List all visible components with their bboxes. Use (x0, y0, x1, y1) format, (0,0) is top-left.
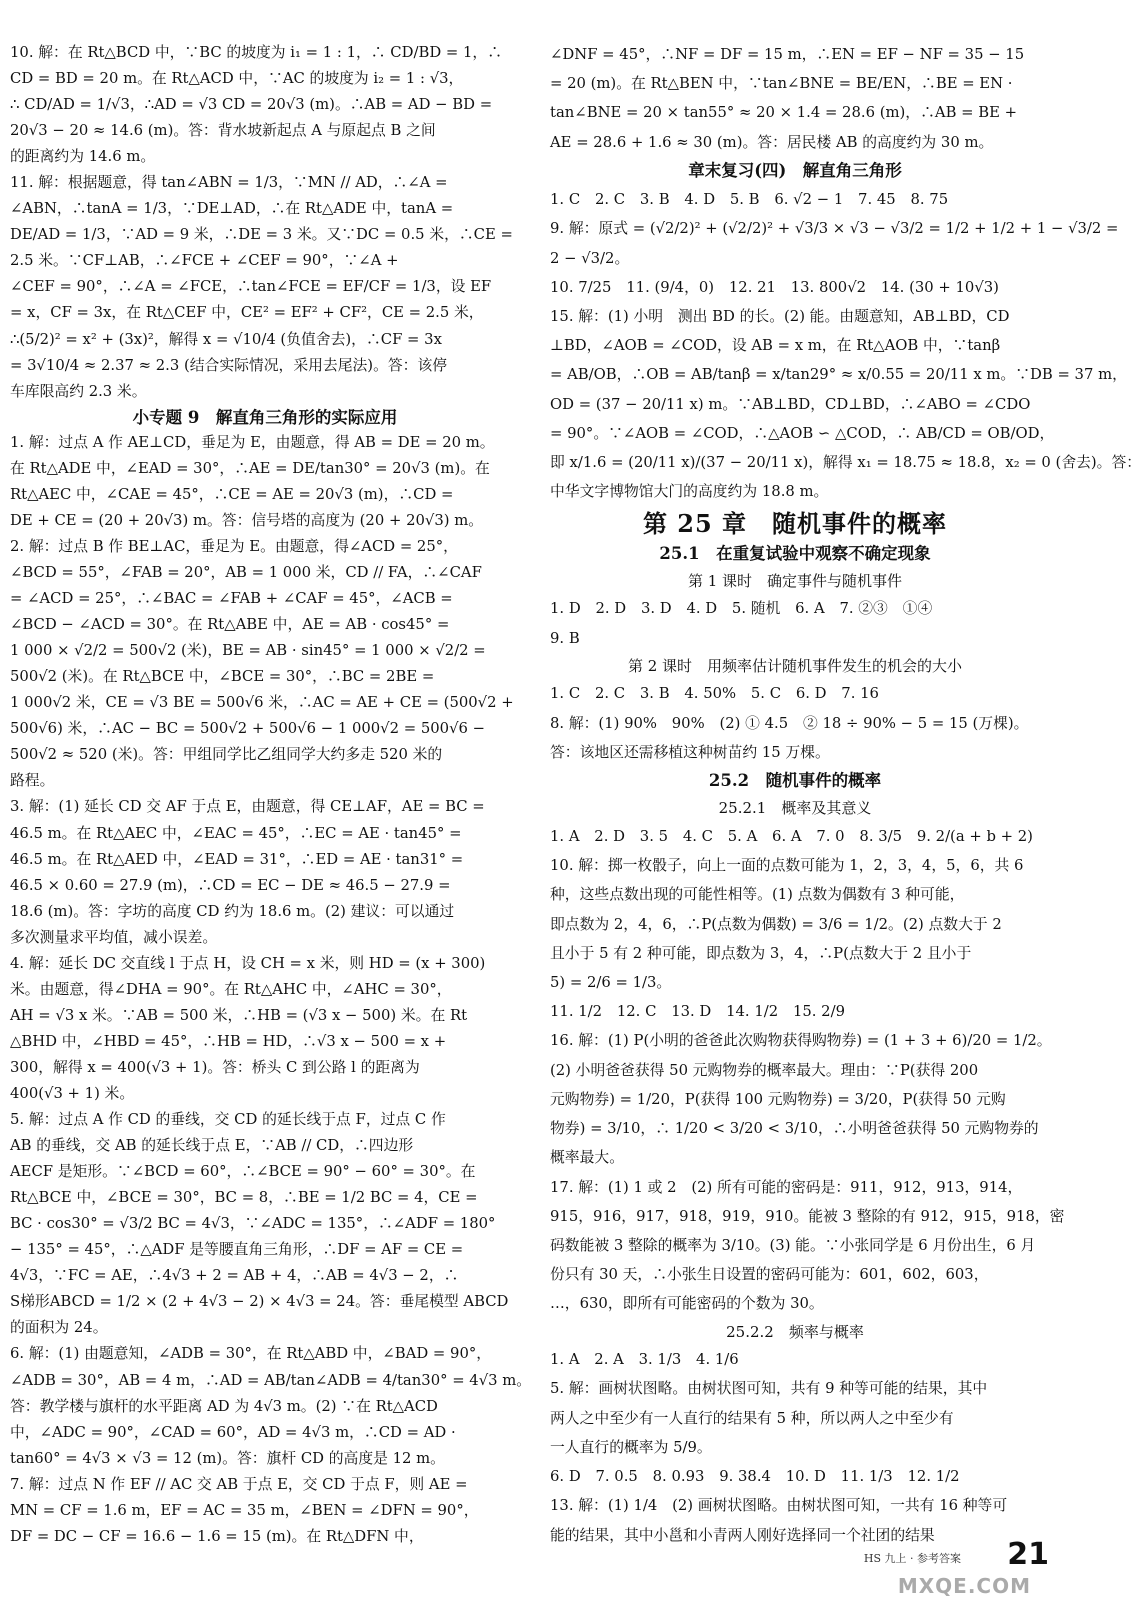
text-line: 即 x/1.6 = (20/11 x)/(37 − 20/11 x)，解得 x₁ = 18.75 ≈ 18.8，x₂ = 0 (舍去)。答： (550, 454, 1141, 472)
text-line: 11. 解：根据题意，得 tan∠ABN = 1/3，∵MN // AD，∴∠A = (10, 174, 448, 192)
text-line: 5. 解：过点 A 作 CD 的垂线，交 CD 的延长线于点 F，过点 C 作 (10, 1111, 446, 1129)
text-line: 答：该地区还需移植这种树苗约 15 万棵。 (550, 743, 830, 761)
text-line: 两人之中至少有一人直行的结果有 5 种，所以两人之中至少有 (550, 1409, 954, 1427)
text-line: ∠ABN，∴tanA = 1/3，∵DE⊥AD，∴在 Rt△ADE 中，tanA = (10, 200, 454, 218)
text-line: DE + CE = (20 + 20√3) m。答：信号塔的高度为 (20 + 20√3) m。 (10, 511, 484, 529)
text-line: 3. 解：(1) 延长 CD 交 AF 于点 E，由题意，得 CE⊥AF，AE = BC = (10, 798, 485, 816)
text-line: Rt△AEC 中，∠CAE = 45°，∴CE = AE = 20√3 (m)，∴CD = (10, 485, 454, 503)
text-line: 6. D 7. 0.5 8. 0.93 9. 38.4 10. D 11. 1/3 12. 1/2 (550, 1468, 960, 1486)
text-line: 的面积为 24。 (10, 1319, 108, 1337)
sub-title: 25.2.1 概率及其意义 (718, 799, 872, 818)
text-line: 2 − √3/2。 (550, 249, 630, 267)
text-line: 8. 解：(1) 90% 90% (2) ① 4.5 ② 18 ÷ 90% − 5 = 15 (万棵)。 (550, 714, 1029, 732)
text-line: AB 的垂线，交 AB 的延长线于点 E，∵AB // CD，∴四边形 (10, 1137, 414, 1155)
text-line: ∠ADB = 30°，AB = 4 m，∴AD = AB/tan∠ADB = 4/tan30° = 4√3 m。 (10, 1371, 532, 1389)
text-line: 1. A 2. A 3. 1/3 4. 1/6 (550, 1351, 739, 1369)
text-line: 10. 解：掷一枚骰子，向上一面的点数可能为 1，2，3，4，5，6，共 6 (550, 857, 1024, 875)
text-line: AE = 28.6 + 1.6 ≈ 30 (m)。答：居民楼 AB 的高度约为 30 m。 (550, 133, 994, 151)
sub-title: 第 1 课时 确定事件与随机事件 (687, 571, 903, 590)
text-line: 一人直行的概率为 5/9。 (550, 1438, 712, 1456)
text-line: 6. 解：(1) 由题意知，∠ADB = 30°，在 Rt△ABD 中，∠BAD = 90°， (10, 1345, 492, 1363)
text-line: = ∠ACD = 25°，∴∠BAC = ∠FAB + ∠CAF = 45°，∠ACB = (10, 590, 453, 608)
text-line: 1. C 2. C 3. B 4. 50% 5. C 6. D 7. 16 (550, 685, 879, 703)
text-line: = x，CF = 3x，在 Rt△CEF 中，CE² = EF² + CF²，CE = 2.5 米， (10, 304, 484, 322)
text-line: 46.5 × 0.60 = 27.9 (m)，∴CD = EC − DE ≈ 46.5 − 27.9 = (10, 876, 451, 894)
text-line: 46.5 m。在 Rt△AED 中，∠EAD = 31°，∴ED = AE · tan31° = (10, 850, 464, 868)
text-line: 车库限高约 2.3 米。 (10, 382, 147, 400)
text-line: 即点数为 2，4，6，∴P(点数为偶数) = 3/6 = 1/2。(2) 点数大于 2 (550, 915, 1002, 933)
text-line: DE/AD = 1/3，∵AD = 9 米，∴DE = 3 米。又∵DC = 0.5 米，∴CE = (10, 226, 513, 244)
text-line: 4. 解：延长 DC 交直线 l 于点 H，设 CH = x 米，则 HD = (x + 300) (10, 954, 486, 972)
text-line: 4√3，∵FC = AE，∴4√3 + 2 = AB + 4，∴AB = 4√3 − 2，∴ (10, 1267, 459, 1285)
text-line: 915，916，917，918，919，910。能被 3 整除的有 912，915，918，密 (550, 1207, 1065, 1225)
text-line: 400(√3 + 1) 米。 (10, 1084, 135, 1102)
text-line: AECF 是矩形。∵∠BCD = 60°，∴∠BCE = 90° − 60° = 30°。在 (10, 1163, 476, 1181)
edition-code: HS 九上 · 参考答案 (863, 1552, 961, 1565)
text-line: 能的结果，其中小邕和小青两人刚好选择同一个社团的结果 (550, 1526, 935, 1544)
text-line: 1 000 × √2/2 = 500√2 (米)，BE = AB · sin45° = 1 000 × √2/2 = (10, 642, 486, 660)
text-line: AH = √3 x 米。∵AB = 500 米，∴HB = (√3 x − 500) 米。在 Rt (10, 1006, 468, 1024)
text-line: 10. 解：在 Rt△BCD 中，∵BC 的坡度为 i₁ = 1 : 1，∴ CD/BD = 1，∴ (10, 44, 502, 61)
text-line: 13. 解：(1) 1/4 (2) 画树状图略。由树状图可知，一共有 16 种等可 (550, 1497, 1008, 1515)
text-line: 500√2 (米)。在 Rt△BCE 中，∠BCE = 30°，∴BC = 2BE = (10, 668, 435, 686)
text-line: 18.6 (m)。答：字坊的高度 CD 约为 18.6 m。(2) 建议：可以通过 (10, 902, 455, 920)
text-line: 答：教学楼与旗杆的水平距离 AD 为 4√3 m。(2) ∵在 Rt△ACD (10, 1397, 438, 1415)
text-line: 7. 解：过点 N 作 EF // AC 交 AB 于点 E，交 CD 于点 F，则 AE = (10, 1475, 468, 1493)
text-line: 的距离约为 14.6 m。 (10, 148, 156, 166)
text-line: 米。由题意，得∠DHA = 90°。在 Rt△AHC 中，∠AHC = 30°， (10, 980, 452, 998)
text-line: 20√3 − 20 ≈ 14.6 (m)。答：背水坡新起点 A 与原起点 B 之间 (10, 122, 436, 140)
text-line: tan∠BNE = 20 × tan55° ≈ 20 × 1.4 = 28.6 (m)，∴AB = BE + (550, 104, 1018, 122)
text-line: ∠BCD − ∠ACD = 30°。在 Rt△ABE 中，AE = AB · cos45° = (10, 616, 450, 634)
heading-title: 25.2 随机事件的概率 (708, 771, 882, 791)
text-line: 17. 解：(1) 1 或 2 (2) 所有可能的密码是：911，912，913，914， (550, 1178, 1023, 1196)
text-line: △BHD 中，∠HBD = 45°，∴HB = HD，∴√3 x − 500 = x + (10, 1032, 447, 1050)
text-line: 中华文字博物馆大门的高度约为 18.8 m。 (550, 483, 829, 501)
text-line: ⊥BD，∠AOB = ∠COD，设 AB = x m，在 Rt△AOB 中，∵tanβ (550, 337, 1001, 355)
text-line: 1. D 2. D 3. D 4. D 5. 随机 6. A 7. ②③ ①④ (550, 600, 933, 618)
text-line: 300，解得 x = 400(√3 + 1)。答：桥头 C 到公路 l 的距离为 (10, 1058, 420, 1076)
text-line: DF = DC − CF = 16.6 − 1.6 = 15 (m)。在 Rt△DFN 中， (10, 1527, 424, 1545)
text-line: 9. 解：原式 = (√2/2)² + (√2/2)² + √3/3 × √3 − √3/2 = 1/2 + 1/2 + 1 − √3/2 = (550, 220, 1119, 238)
text-line: 9. B (550, 629, 580, 647)
text-line: …，630，即所有可能密码的个数为 30。 (550, 1295, 824, 1313)
text-line: 10. 7/25 11. (9/4，0) 12. 21 13. 800√2 14. (30 + 10√3) (550, 278, 999, 296)
sub-title: 25.2.2 频率与概率 (726, 1322, 864, 1341)
text-line: − 135° = 45°，∴△ADF 是等腰直角三角形，∴DF = AF = CE = (10, 1241, 464, 1259)
text-line: 种，这些点数出现的可能性相等。(1) 点数为偶数有 3 种可能， (550, 886, 965, 904)
text-line: = 20 (m)。在 Rt△BEN 中，∵tan∠BNE = BE/EN，∴BE = EN · (550, 75, 1013, 93)
text-line: CD = BD = 20 m。在 Rt△ACD 中，∵AC 的坡度为 i₂ = 1 : √3， (10, 70, 464, 88)
text-line: MN = CF = 1.6 m，EF = AC = 35 m，∠BEN = ∠DFN = 90°， (10, 1501, 479, 1519)
text-line: 16. 解：(1) P(小明的爸爸此次购物获得购物券) = (1 + 3 + 6)/20 = 1/2。 (550, 1032, 1052, 1050)
chapter-title: 第 25 章 随机事件的概率 (642, 508, 948, 538)
text-line: ∠CEF = 90°，∴∠A = ∠FCE，∴tan∠FCE = EF/CF = 1/3，设 EF (10, 278, 492, 296)
text-line: 物券) = 3/10，∴ 1/20 < 3/20 < 3/10，∴小明爸爸获得 50 元购物券的 (550, 1120, 1039, 1138)
text-line: 且小于 5 有 2 种可能，即点数为 3，4，∴P(点数大于 2 且小于 (550, 944, 972, 962)
text-line: Rt△BCE 中，∠BCE = 30°，BC = 8，∴BE = 1/2 BC = 4，CE = (10, 1189, 478, 1207)
text-line: 元购物券) = 1/20，P(获得 100 元购物券) = 3/20，P(获得 50 元购 (550, 1090, 1006, 1108)
text-line: 1. C 2. C 3. B 4. D 5. B 6. √2 − 1 7. 45 8. 75 (550, 191, 949, 209)
text-line: 5) = 2/6 = 1/3。 (550, 974, 672, 992)
text-line: 1. A 2. D 3. 5 4. C 5. A 6. A 7. 0 8. 3/5 9. 2/(a + b + 2) (550, 827, 1033, 845)
text-line: 5. 解：画树状图略。由树状图可知，共有 9 种等可能的结果，其中 (550, 1380, 988, 1398)
text-line: ∠DNF = 45°，∴NF = DF = 15 m，∴EN = EF − NF = 35 − 15 (550, 46, 1025, 63)
text-line: 1 000√2 米，CE = √3 BE = 500√6 米，∴AC = AE + CE = (500√2 + (10, 694, 514, 712)
text-line: 多次测量求平均值，减小误差。 (10, 928, 218, 946)
text-line: 2.5 米。∵CF⊥AB，∴∠FCE + ∠CEF = 90°，∵∠A + (10, 252, 399, 270)
page-number: 21 (1007, 1537, 1049, 1572)
text-line: = 90°。∵∠AOB = ∠COD，∴△AOB ∽ △COD，∴ AB/CD = OB/OD， (550, 424, 1055, 442)
text-line: (2) 小明爸爸获得 50 元购物券的概率最大。理由：∵P(获得 200 (550, 1061, 979, 1079)
heading-title: 章末复习(四) 解直角三角形 (688, 160, 902, 180)
text-line: S梯形ABCD = 1/2 × (2 + 4√3 − 2) × 4√3 = 24。答：垂尾模型 ABCD (10, 1293, 509, 1311)
text-line: 路程。 (10, 772, 55, 790)
text-line: 15. 解：(1) 小明 测出 BD 的长。(2) 能。由题意知，AB⊥BD，CD (550, 307, 1010, 325)
text-line: 中，∠ADC = 90°，∠CAD = 60°，AD = 4√3 m，∴CD = AD · (10, 1423, 456, 1441)
text-line: BC · cos30° = √3/2 BC = 4√3，∵∠ADC = 135°，∴∠ADF = 180° (10, 1215, 496, 1233)
text-line: = 3√10/4 ≈ 2.37 ≈ 2.3 (结合实际情况，采用去尾法)。答：该停 (10, 356, 448, 374)
text-line: 500√2 ≈ 520 (米)。答：甲组同学比乙组同学大约多走 520 米的 (10, 746, 443, 764)
left-column (10, 40, 532, 1550)
text-line: ∠BCD = 55°，∠FAB = 20°，AB = 1 000 米，CD // FA，∴∠CAF (10, 564, 482, 582)
text-line: 份只有 30 天，∴小张生日设置的密码可能为：601，602，603， (550, 1266, 989, 1284)
text-line: 1. 解：过点 A 作 AE⊥CD，垂足为 E，由题意，得 AB = DE = 20 m。 (10, 433, 495, 451)
text-line: 2. 解：过点 B 作 BE⊥AC，垂足为 E。由题意，得∠ACD = 25°， (10, 538, 458, 555)
text-line: 在 Rt△ADE 中，∠EAD = 30°，∴AE = DE/tan30° = 20√3 (m)。在 (10, 459, 490, 477)
text-line: = AB/OB，∴OB = AB/tanβ = x/tan29° ≈ x/0.55 = 20/11 x m。∵DB = 37 m， (550, 366, 1127, 384)
right-column (550, 40, 1141, 1550)
heading-title: 25.1 在重复试验中观察不确定现象 (659, 543, 931, 563)
text-line: ∴(5/2)² = x² + (3x)²，解得 x = √10/4 (负值舍去)，∴CF = 3x (10, 330, 442, 348)
text-line: 46.5 m。在 Rt△AEC 中，∠EAC = 45°，∴EC = AE · tan45° = (10, 824, 462, 842)
text-line: 500√6) 米，∴AC − BC = 500√2 + 500√6 − 1 000√2 = 500√6 − (10, 720, 486, 738)
text-line: 概率最大。 (550, 1149, 624, 1167)
text-line: OD = (37 − 20/11 x) m。∵AB⊥BD，CD⊥BD，∴∠ABO = ∠CDO (550, 395, 1031, 413)
text-line: tan60° = 4√3 × √3 = 12 (m)。答：旗杆 CD 的高度是 12 m。 (10, 1449, 445, 1467)
watermark: MXQE.COM (897, 1574, 1031, 1598)
heading-title: 小专题 9 解直角三角形的实际应用 (132, 407, 398, 427)
text-line: ∴ CD/AD = 1/√3，∴AD = √3 CD = 20√3 (m)。∴AB = AD − BD = (10, 96, 493, 114)
text-line: 11. 1/2 12. C 13. D 14. 1/2 15. 2/9 (550, 1003, 845, 1021)
text-line: 码数能被 3 整除的概率为 3/10。(3) 能。∵小张同学是 6 月份出生，6 月 (550, 1236, 1036, 1254)
sub-title: 第 2 课时 用频率估计随机事件发生的机会的大小 (627, 656, 963, 675)
